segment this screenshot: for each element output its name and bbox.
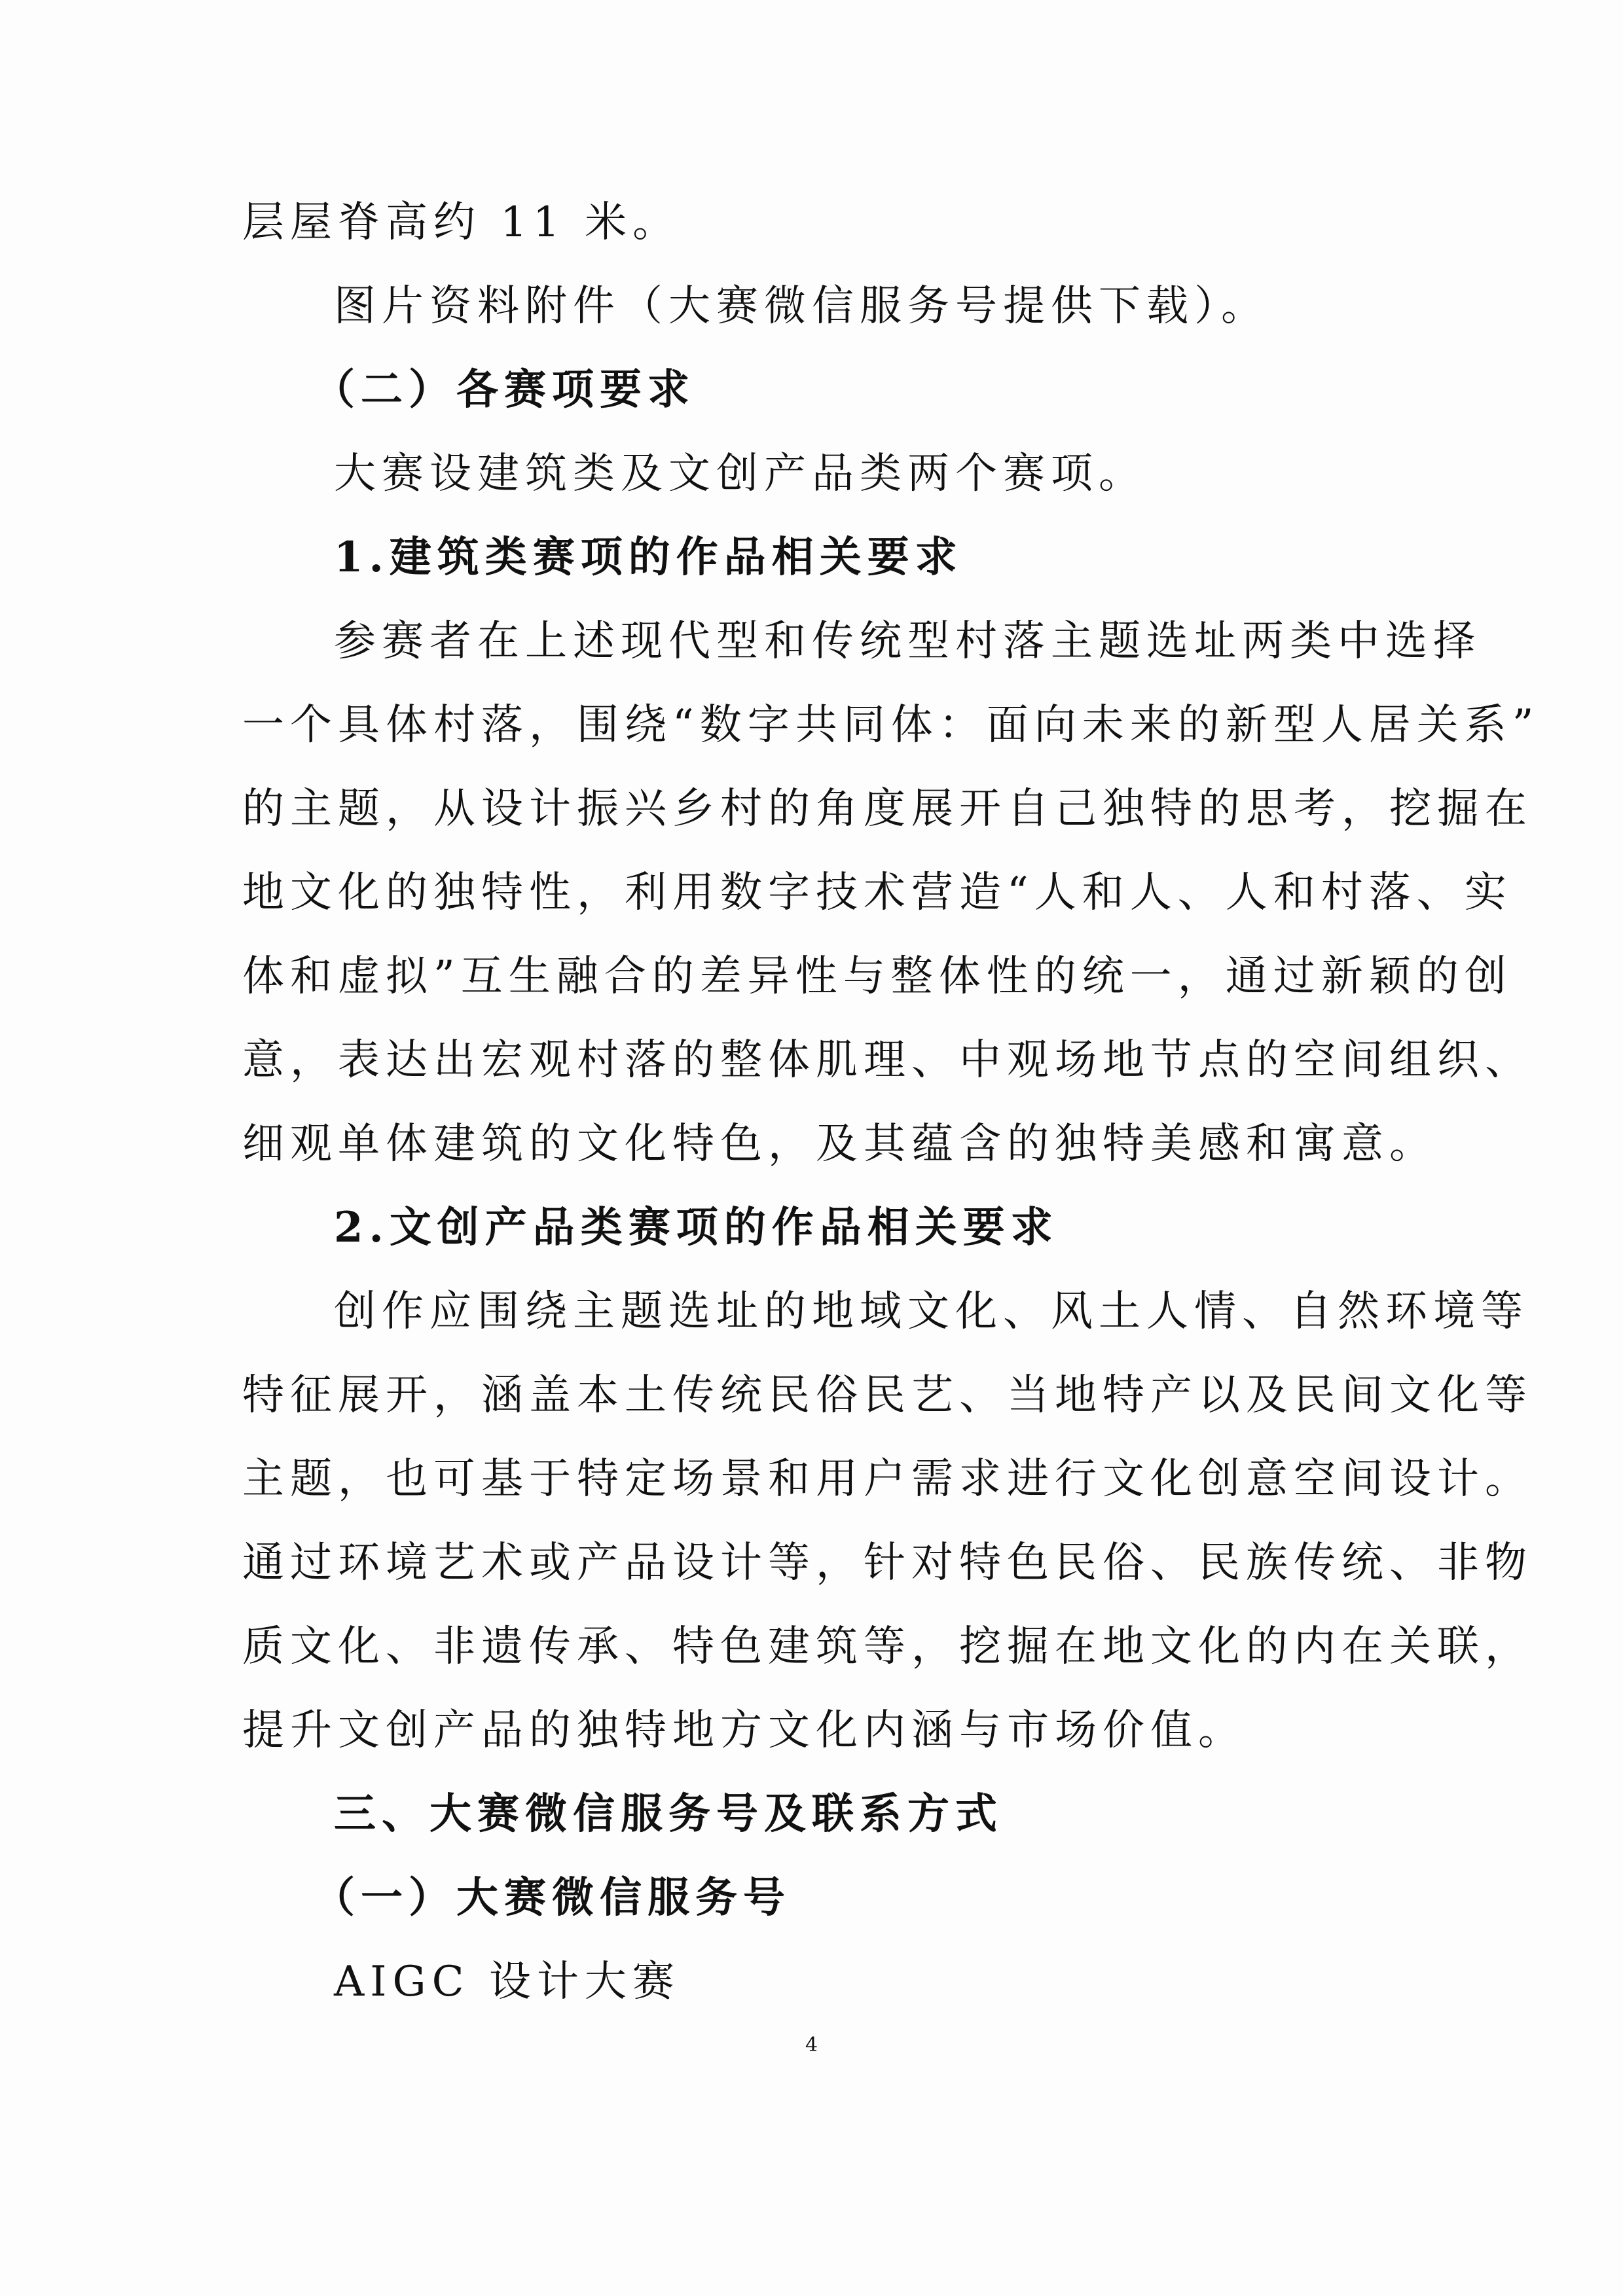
text-line: 一个具体村落，围绕“数字共同体：面向未来的新型人居关系” xyxy=(242,701,1540,749)
text-line: 特征展开，涵盖本土传统民俗民艺、当地特产以及民间文化等 xyxy=(242,1371,1533,1420)
subsection-heading: 1.建筑类赛项的作品相关要求 xyxy=(334,533,963,582)
text-line: 地文化的独特性，利用数字技术营造“人和人、人和村落、实 xyxy=(242,869,1512,917)
text-line: 细观单体建筑的文化特色，及其蕴含的独特美感和寓意。 xyxy=(242,1120,1437,1168)
text-line: 图片资料附件（大赛微信服务号提供下载）。 xyxy=(334,282,1269,331)
page-number: 4 xyxy=(805,2034,818,2056)
section-heading: （一）大赛微信服务号 xyxy=(313,1873,791,1922)
text-line: 质文化、非遗传承、特色建筑等，挖掘在地文化的内在关联， xyxy=(242,1623,1533,1671)
text-line: 提升文创产品的独特地方文化内涵与市场价值。 xyxy=(242,1706,1246,1755)
text-line: 层屋脊高约 11 米。 xyxy=(242,198,681,247)
section-heading: （二）各赛项要求 xyxy=(313,365,695,414)
text-line: 主题，也可基于特定场景和用户需求进行文化创意空间设计。 xyxy=(242,1455,1533,1503)
text-line: 通过环境艺术或产品设计等，针对特色民俗、民族传统、非物 xyxy=(242,1539,1533,1587)
text-line: 创作应围绕主题选址的地域文化、风土人情、自然环境等 xyxy=(334,1287,1529,1336)
subsection-heading: 2.文创产品类赛项的作品相关要求 xyxy=(334,1203,1059,1252)
text-line: 体和虚拟”互生融合的差异性与整体性的统一，通过新颖的创 xyxy=(242,952,1512,1001)
text-line: 的主题，从设计振兴乡村的角度展开自己独特的思考，挖掘在 xyxy=(242,785,1533,833)
text-line: 参赛者在上述现代型和传统型村落主题选址两类中选择 xyxy=(334,617,1481,666)
section-heading: 三、大赛微信服务号及联系方式 xyxy=(334,1789,1003,1839)
text-line: AIGC 设计大赛 xyxy=(334,1958,680,2006)
text-line: 意，表达出宏观村落的整体肌理、中观场地节点的空间组织、 xyxy=(242,1036,1533,1085)
text-line: 大赛设建筑类及文创产品类两个赛项。 xyxy=(334,450,1146,498)
